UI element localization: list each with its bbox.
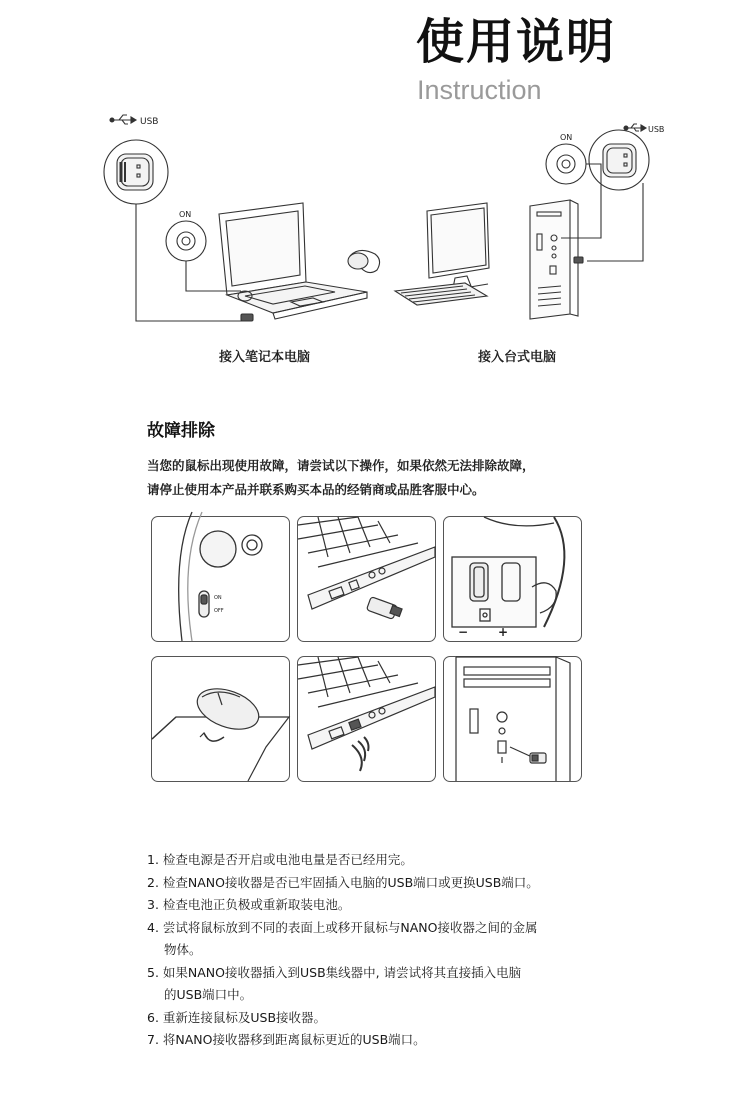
caption-laptop: 接入笔记本电脑: [219, 350, 311, 365]
battery-minus: −: [458, 625, 469, 639]
usb-label-left: USB: [140, 117, 159, 127]
caption-desktop: 接入台式电脑: [478, 350, 557, 365]
step-text: 7. 将NANO接收器移到距离鼠标更近的USB端口。: [147, 1032, 426, 1047]
connection-diagram: [95, 108, 665, 330]
on-label-left: ON: [179, 210, 192, 219]
step-item: [147, 917, 539, 940]
page-title: 使用说明: [416, 14, 617, 70]
step-text: 4. 尝试将鼠标放到不同的表面上或移开鼠标与NANO接收器之间的金属: [147, 919, 538, 935]
step-item: [147, 1007, 539, 1030]
step-item: [147, 1029, 539, 1052]
mouse-illustration: [348, 250, 380, 272]
troubleshooting-intro-line2: 请停止使用本产品并联系购买本品的经销商或品胜客服中心。: [147, 482, 485, 497]
usb-icon-right: [624, 124, 646, 131]
troubleshooting-steps: [147, 849, 539, 1052]
troubleshooting-title: 故障排除: [147, 421, 215, 441]
panel-mouse-switch: [151, 516, 290, 642]
monitor-illustration: [427, 203, 489, 292]
step-item: [147, 962, 539, 985]
page-subtitle: Instruction: [417, 75, 542, 105]
usb-icon-left: [110, 115, 136, 124]
power-switch-zoom-right: [546, 144, 586, 184]
step-text: 的USB端口中。: [164, 987, 253, 1002]
step-item: [147, 894, 539, 917]
step-text: 5. 如果NANO接收器插入到USB集线器中, 请尝试将其直接插入电脑: [147, 964, 522, 980]
step-item: [147, 849, 539, 872]
troubleshooting-intro-line1: 当您的鼠标出现使用故障，请尝试以下操作，如果依然无法排除故障，: [147, 458, 535, 473]
battery-plus: +: [498, 625, 509, 639]
step-item-continued: [147, 939, 539, 962]
usb-label-right: USB: [648, 125, 665, 134]
step-text: 3. 检查电池正负极或重新取装电池。: [147, 897, 351, 912]
switch-on-label: ON: [214, 595, 222, 601]
panel-battery: [443, 516, 582, 642]
step-text: 1. 检查电源是否开启或电池电量是否已经用完。: [147, 852, 413, 867]
switch-off-label: OFF: [214, 608, 224, 614]
panel-laptop-signal: [297, 656, 436, 782]
on-label-right: ON: [560, 133, 573, 142]
laptop-illustration: [219, 203, 367, 321]
step-text: 2. 检查NANO接收器是否已牢固插入电脑的USB端口或更换USB端口。: [147, 874, 539, 890]
step-text: 6. 重新连接鼠标及USB接收器。: [147, 1009, 327, 1025]
power-switch-zoom-left: [166, 221, 206, 261]
step-item-continued: [147, 984, 539, 1007]
step-item: [147, 872, 539, 895]
panel-tower-receiver: [443, 656, 582, 782]
panel-mouse-surface: [151, 656, 290, 782]
tower-illustration: [530, 200, 583, 319]
panel-laptop-receiver: [297, 516, 436, 642]
step-text: 物体。: [164, 942, 202, 957]
